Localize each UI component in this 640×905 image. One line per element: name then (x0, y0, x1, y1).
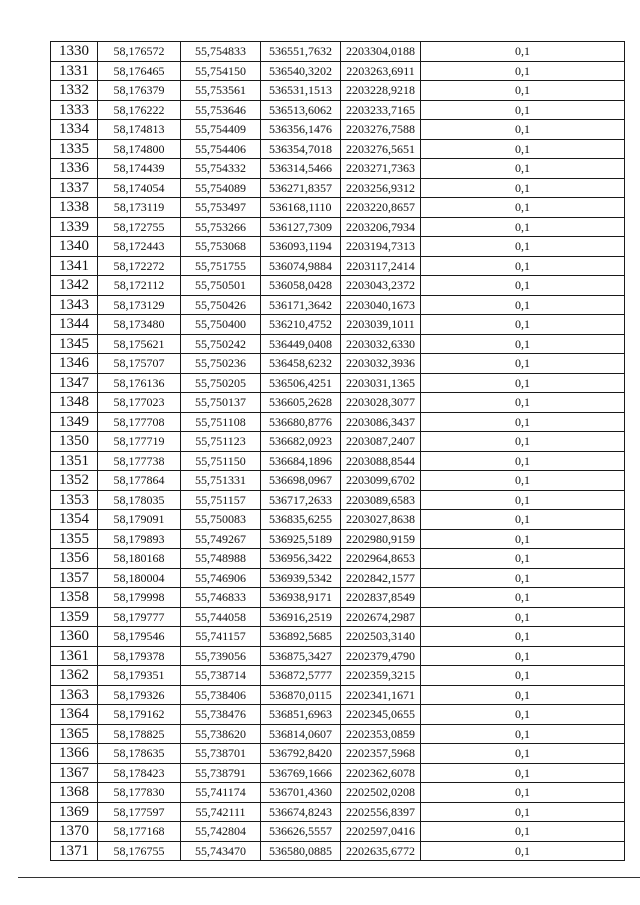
x-coordinate-cell: 536074,9884 (261, 256, 341, 276)
y-coordinate-cell: 2202345,0655 (341, 705, 421, 725)
y-coordinate-cell: 2203043,2372 (341, 276, 421, 296)
latitude-cell: 58,177708 (98, 412, 181, 432)
longitude-cell: 55,738620 (181, 724, 261, 744)
y-coordinate-cell: 2202556,8397 (341, 802, 421, 822)
y-coordinate-cell: 2203088,8544 (341, 451, 421, 471)
table-row (51, 705, 625, 725)
latitude-cell: 58,178035 (98, 490, 181, 510)
x-coordinate-cell: 536792,8420 (261, 744, 341, 764)
table-row (51, 256, 625, 276)
x-coordinate-cell: 536680,8776 (261, 412, 341, 432)
point-number-cell: 1350 (51, 432, 98, 452)
table-row (51, 139, 625, 159)
y-coordinate-cell: 2203276,7588 (341, 120, 421, 140)
accuracy-cell: 0,1 (421, 685, 625, 705)
table-row (51, 646, 625, 666)
y-coordinate-cell: 2203271,7363 (341, 159, 421, 179)
latitude-cell: 58,179351 (98, 666, 181, 686)
accuracy-cell: 0,1 (421, 412, 625, 432)
accuracy-cell: 0,1 (421, 42, 625, 62)
table-row (51, 471, 625, 491)
y-coordinate-cell: 2203028,3077 (341, 393, 421, 413)
accuracy-cell: 0,1 (421, 724, 625, 744)
latitude-cell: 58,174054 (98, 178, 181, 198)
table-row (51, 373, 625, 393)
x-coordinate-cell: 536701,4360 (261, 783, 341, 803)
latitude-cell: 58,179326 (98, 685, 181, 705)
longitude-cell: 55,739056 (181, 646, 261, 666)
longitude-cell: 55,753068 (181, 237, 261, 257)
accuracy-cell: 0,1 (421, 802, 625, 822)
point-number-cell: 1363 (51, 685, 98, 705)
accuracy-cell: 0,1 (421, 393, 625, 413)
y-coordinate-cell: 2203206,7934 (341, 217, 421, 237)
longitude-cell: 55,751331 (181, 471, 261, 491)
latitude-cell: 58,173480 (98, 315, 181, 335)
table-row (51, 802, 625, 822)
table-row (51, 588, 625, 608)
table-row (51, 198, 625, 218)
y-coordinate-cell: 2203032,3936 (341, 354, 421, 374)
table-row (51, 529, 625, 549)
table-row (51, 276, 625, 296)
point-number-cell: 1332 (51, 81, 98, 101)
y-coordinate-cell: 2202597,0416 (341, 822, 421, 842)
point-number-cell: 1368 (51, 783, 98, 803)
table-row (51, 549, 625, 569)
x-coordinate-cell: 536271,8357 (261, 178, 341, 198)
x-coordinate-cell: 536605,2628 (261, 393, 341, 413)
y-coordinate-cell: 2203194,7313 (341, 237, 421, 257)
y-coordinate-cell: 2203228,9218 (341, 81, 421, 101)
latitude-cell: 58,176572 (98, 42, 181, 62)
accuracy-cell: 0,1 (421, 61, 625, 81)
longitude-cell: 55,746833 (181, 588, 261, 608)
table-row (51, 724, 625, 744)
y-coordinate-cell: 2203099,6702 (341, 471, 421, 491)
y-coordinate-cell: 2202503,3140 (341, 627, 421, 647)
y-coordinate-cell: 2203220,8657 (341, 198, 421, 218)
point-number-cell: 1365 (51, 724, 98, 744)
longitude-cell: 55,744058 (181, 607, 261, 627)
y-coordinate-cell: 2202635,6772 (341, 841, 421, 861)
latitude-cell: 58,175707 (98, 354, 181, 374)
longitude-cell: 55,750236 (181, 354, 261, 374)
point-number-cell: 1343 (51, 295, 98, 315)
point-number-cell: 1335 (51, 139, 98, 159)
latitude-cell: 58,176379 (98, 81, 181, 101)
latitude-cell: 58,173129 (98, 295, 181, 315)
accuracy-cell: 0,1 (421, 841, 625, 861)
accuracy-cell: 0,1 (421, 159, 625, 179)
latitude-cell: 58,177023 (98, 393, 181, 413)
longitude-cell: 55,754089 (181, 178, 261, 198)
latitude-cell: 58,177168 (98, 822, 181, 842)
longitude-cell: 55,751755 (181, 256, 261, 276)
point-number-cell: 1336 (51, 159, 98, 179)
latitude-cell: 58,174813 (98, 120, 181, 140)
longitude-cell: 55,750242 (181, 334, 261, 354)
y-coordinate-cell: 2202964,8653 (341, 549, 421, 569)
table-row (51, 295, 625, 315)
latitude-cell: 58,179998 (98, 588, 181, 608)
table-row (51, 822, 625, 842)
point-number-cell: 1353 (51, 490, 98, 510)
accuracy-cell: 0,1 (421, 139, 625, 159)
latitude-cell: 58,177738 (98, 451, 181, 471)
accuracy-cell: 0,1 (421, 120, 625, 140)
point-number-cell: 1334 (51, 120, 98, 140)
accuracy-cell: 0,1 (421, 705, 625, 725)
longitude-cell: 55,754833 (181, 42, 261, 62)
longitude-cell: 55,738791 (181, 763, 261, 783)
point-number-cell: 1347 (51, 373, 98, 393)
table-row (51, 841, 625, 861)
longitude-cell: 55,750137 (181, 393, 261, 413)
table-row (51, 42, 625, 62)
table-row (51, 334, 625, 354)
table-row (51, 685, 625, 705)
y-coordinate-cell: 2203117,2414 (341, 256, 421, 276)
longitude-cell: 55,750083 (181, 510, 261, 530)
x-coordinate-cell: 536168,1110 (261, 198, 341, 218)
point-number-cell: 1361 (51, 646, 98, 666)
table-row (51, 354, 625, 374)
x-coordinate-cell: 536870,0115 (261, 685, 341, 705)
y-coordinate-cell: 2203087,2407 (341, 432, 421, 452)
accuracy-cell: 0,1 (421, 588, 625, 608)
y-coordinate-cell: 2203039,1011 (341, 315, 421, 335)
longitude-cell: 55,751150 (181, 451, 261, 471)
latitude-cell: 58,179777 (98, 607, 181, 627)
y-coordinate-cell: 2203040,1673 (341, 295, 421, 315)
longitude-cell: 55,741174 (181, 783, 261, 803)
latitude-cell: 58,176755 (98, 841, 181, 861)
point-number-cell: 1333 (51, 100, 98, 120)
accuracy-cell: 0,1 (421, 334, 625, 354)
y-coordinate-cell: 2203027,8638 (341, 510, 421, 530)
table-row (51, 237, 625, 257)
table-row (51, 490, 625, 510)
point-number-cell: 1364 (51, 705, 98, 725)
x-coordinate-cell: 536684,1896 (261, 451, 341, 471)
x-coordinate-cell: 536956,3422 (261, 549, 341, 569)
latitude-cell: 58,180004 (98, 568, 181, 588)
accuracy-cell: 0,1 (421, 276, 625, 296)
point-number-cell: 1346 (51, 354, 98, 374)
latitude-cell: 58,174800 (98, 139, 181, 159)
latitude-cell: 58,177864 (98, 471, 181, 491)
table-row (51, 159, 625, 179)
point-number-cell: 1367 (51, 763, 98, 783)
longitude-cell: 55,753646 (181, 100, 261, 120)
table-row (51, 510, 625, 530)
accuracy-cell: 0,1 (421, 666, 625, 686)
longitude-cell: 55,741157 (181, 627, 261, 647)
point-number-cell: 1362 (51, 666, 98, 686)
table-row (51, 393, 625, 413)
point-number-cell: 1358 (51, 588, 98, 608)
longitude-cell: 55,750400 (181, 315, 261, 335)
accuracy-cell: 0,1 (421, 237, 625, 257)
x-coordinate-cell: 536769,1666 (261, 763, 341, 783)
longitude-cell: 55,753266 (181, 217, 261, 237)
y-coordinate-cell: 2202341,1671 (341, 685, 421, 705)
point-number-cell: 1338 (51, 198, 98, 218)
accuracy-cell: 0,1 (421, 646, 625, 666)
accuracy-cell: 0,1 (421, 451, 625, 471)
latitude-cell: 58,176136 (98, 373, 181, 393)
x-coordinate-cell: 536314,5466 (261, 159, 341, 179)
y-coordinate-cell: 2203233,7165 (341, 100, 421, 120)
longitude-cell: 55,743470 (181, 841, 261, 861)
x-coordinate-cell: 536127,7309 (261, 217, 341, 237)
x-coordinate-cell: 536938,9171 (261, 588, 341, 608)
point-number-cell: 1371 (51, 841, 98, 861)
longitude-cell: 55,749267 (181, 529, 261, 549)
table-row (51, 783, 625, 803)
table-row (51, 100, 625, 120)
x-coordinate-cell: 536851,6963 (261, 705, 341, 725)
longitude-cell: 55,738406 (181, 685, 261, 705)
y-coordinate-cell: 2202837,8549 (341, 588, 421, 608)
latitude-cell: 58,179162 (98, 705, 181, 725)
x-coordinate-cell: 536449,0408 (261, 334, 341, 354)
point-number-cell: 1339 (51, 217, 98, 237)
x-coordinate-cell: 536580,0885 (261, 841, 341, 861)
latitude-cell: 58,177597 (98, 802, 181, 822)
latitude-cell: 58,174439 (98, 159, 181, 179)
y-coordinate-cell: 2203089,6583 (341, 490, 421, 510)
longitude-cell: 55,750205 (181, 373, 261, 393)
accuracy-cell: 0,1 (421, 315, 625, 335)
x-coordinate-cell: 536093,1194 (261, 237, 341, 257)
accuracy-cell: 0,1 (421, 471, 625, 491)
accuracy-cell: 0,1 (421, 510, 625, 530)
y-coordinate-cell: 2203256,9312 (341, 178, 421, 198)
table-row (51, 744, 625, 764)
accuracy-cell: 0,1 (421, 490, 625, 510)
point-number-cell: 1357 (51, 568, 98, 588)
x-coordinate-cell: 536872,5777 (261, 666, 341, 686)
latitude-cell: 58,172755 (98, 217, 181, 237)
accuracy-cell: 0,1 (421, 822, 625, 842)
table-row (51, 451, 625, 471)
x-coordinate-cell: 536058,0428 (261, 276, 341, 296)
longitude-cell: 55,754409 (181, 120, 261, 140)
table-row (51, 763, 625, 783)
latitude-cell: 58,175621 (98, 334, 181, 354)
longitude-cell: 55,748988 (181, 549, 261, 569)
x-coordinate-cell: 536626,5557 (261, 822, 341, 842)
table-row (51, 178, 625, 198)
longitude-cell: 55,750501 (181, 276, 261, 296)
table-row (51, 217, 625, 237)
point-number-cell: 1352 (51, 471, 98, 491)
latitude-cell: 58,176465 (98, 61, 181, 81)
table-row (51, 81, 625, 101)
table-row (51, 568, 625, 588)
longitude-cell: 55,746906 (181, 568, 261, 588)
accuracy-cell: 0,1 (421, 295, 625, 315)
latitude-cell: 58,173119 (98, 198, 181, 218)
point-number-cell: 1342 (51, 276, 98, 296)
longitude-cell: 55,754406 (181, 139, 261, 159)
point-number-cell: 1330 (51, 42, 98, 62)
accuracy-cell: 0,1 (421, 432, 625, 452)
x-coordinate-cell: 536835,6255 (261, 510, 341, 530)
accuracy-cell: 0,1 (421, 81, 625, 101)
x-coordinate-cell: 536925,5189 (261, 529, 341, 549)
accuracy-cell: 0,1 (421, 198, 625, 218)
accuracy-cell: 0,1 (421, 178, 625, 198)
point-number-cell: 1345 (51, 334, 98, 354)
point-number-cell: 1366 (51, 744, 98, 764)
latitude-cell: 58,179546 (98, 627, 181, 647)
accuracy-cell: 0,1 (421, 568, 625, 588)
accuracy-cell: 0,1 (421, 607, 625, 627)
table-row (51, 432, 625, 452)
y-coordinate-cell: 2202359,3215 (341, 666, 421, 686)
longitude-cell: 55,750426 (181, 295, 261, 315)
accuracy-cell: 0,1 (421, 627, 625, 647)
latitude-cell: 58,177719 (98, 432, 181, 452)
accuracy-cell: 0,1 (421, 549, 625, 569)
point-number-cell: 1355 (51, 529, 98, 549)
x-coordinate-cell: 536356,1476 (261, 120, 341, 140)
y-coordinate-cell: 2202353,0859 (341, 724, 421, 744)
x-coordinate-cell: 536674,8243 (261, 802, 341, 822)
point-number-cell: 1360 (51, 627, 98, 647)
point-number-cell: 1359 (51, 607, 98, 627)
accuracy-cell: 0,1 (421, 256, 625, 276)
accuracy-cell: 0,1 (421, 217, 625, 237)
x-coordinate-cell: 536354,7018 (261, 139, 341, 159)
latitude-cell: 58,179091 (98, 510, 181, 530)
coordinates-table-body (51, 42, 625, 861)
y-coordinate-cell: 2203276,5651 (341, 139, 421, 159)
latitude-cell: 58,179893 (98, 529, 181, 549)
longitude-cell: 55,751157 (181, 490, 261, 510)
table-row (51, 315, 625, 335)
x-coordinate-cell: 536916,2519 (261, 607, 341, 627)
coordinates-table (50, 41, 625, 861)
longitude-cell: 55,754150 (181, 61, 261, 81)
y-coordinate-cell: 2203031,1365 (341, 373, 421, 393)
accuracy-cell: 0,1 (421, 783, 625, 803)
point-number-cell: 1351 (51, 451, 98, 471)
longitude-cell: 55,753561 (181, 81, 261, 101)
latitude-cell: 58,178635 (98, 744, 181, 764)
y-coordinate-cell: 2202357,5968 (341, 744, 421, 764)
x-coordinate-cell: 536682,0923 (261, 432, 341, 452)
latitude-cell: 58,176222 (98, 100, 181, 120)
point-number-cell: 1337 (51, 178, 98, 198)
longitude-cell: 55,753497 (181, 198, 261, 218)
latitude-cell: 58,172443 (98, 237, 181, 257)
x-coordinate-cell: 536814,0607 (261, 724, 341, 744)
accuracy-cell: 0,1 (421, 744, 625, 764)
longitude-cell: 55,754332 (181, 159, 261, 179)
longitude-cell: 55,751108 (181, 412, 261, 432)
table-row (51, 61, 625, 81)
x-coordinate-cell: 536513,6062 (261, 100, 341, 120)
longitude-cell: 55,742804 (181, 822, 261, 842)
longitude-cell: 55,751123 (181, 432, 261, 452)
x-coordinate-cell: 536540,3202 (261, 61, 341, 81)
y-coordinate-cell: 2202379,4790 (341, 646, 421, 666)
latitude-cell: 58,178825 (98, 724, 181, 744)
table-row (51, 607, 625, 627)
x-coordinate-cell: 536506,4251 (261, 373, 341, 393)
accuracy-cell: 0,1 (421, 373, 625, 393)
latitude-cell: 58,179378 (98, 646, 181, 666)
point-number-cell: 1331 (51, 61, 98, 81)
y-coordinate-cell: 2202842,1577 (341, 568, 421, 588)
x-coordinate-cell: 536171,3642 (261, 295, 341, 315)
point-number-cell: 1356 (51, 549, 98, 569)
y-coordinate-cell: 2203304,0188 (341, 42, 421, 62)
longitude-cell: 55,738701 (181, 744, 261, 764)
accuracy-cell: 0,1 (421, 354, 625, 374)
x-coordinate-cell: 536939,5342 (261, 568, 341, 588)
point-number-cell: 1370 (51, 822, 98, 842)
table-row (51, 666, 625, 686)
latitude-cell: 58,172112 (98, 276, 181, 296)
x-coordinate-cell: 536698,0967 (261, 471, 341, 491)
y-coordinate-cell: 2202502,0208 (341, 783, 421, 803)
longitude-cell: 55,738714 (181, 666, 261, 686)
point-number-cell: 1369 (51, 802, 98, 822)
accuracy-cell: 0,1 (421, 529, 625, 549)
y-coordinate-cell: 2202362,6078 (341, 763, 421, 783)
x-coordinate-cell: 536717,2633 (261, 490, 341, 510)
latitude-cell: 58,180168 (98, 549, 181, 569)
x-coordinate-cell: 536551,7632 (261, 42, 341, 62)
point-number-cell: 1341 (51, 256, 98, 276)
x-coordinate-cell: 536210,4752 (261, 315, 341, 335)
y-coordinate-cell: 2203263,6911 (341, 61, 421, 81)
point-number-cell: 1349 (51, 412, 98, 432)
point-number-cell: 1348 (51, 393, 98, 413)
table-row (51, 412, 625, 432)
point-number-cell: 1340 (51, 237, 98, 257)
latitude-cell: 58,178423 (98, 763, 181, 783)
point-number-cell: 1344 (51, 315, 98, 335)
longitude-cell: 55,742111 (181, 802, 261, 822)
x-coordinate-cell: 536875,3427 (261, 646, 341, 666)
y-coordinate-cell: 2203032,6330 (341, 334, 421, 354)
x-coordinate-cell: 536892,5685 (261, 627, 341, 647)
y-coordinate-cell: 2202674,2987 (341, 607, 421, 627)
point-number-cell: 1354 (51, 510, 98, 530)
table-row (51, 120, 625, 140)
latitude-cell: 58,177830 (98, 783, 181, 803)
latitude-cell: 58,172272 (98, 256, 181, 276)
x-coordinate-cell: 536531,1513 (261, 81, 341, 101)
accuracy-cell: 0,1 (421, 100, 625, 120)
table-row (51, 627, 625, 647)
accuracy-cell: 0,1 (421, 763, 625, 783)
page-bottom-rule (18, 877, 640, 878)
longitude-cell: 55,738476 (181, 705, 261, 725)
y-coordinate-cell: 2202980,9159 (341, 529, 421, 549)
y-coordinate-cell: 2203086,3437 (341, 412, 421, 432)
x-coordinate-cell: 536458,6232 (261, 354, 341, 374)
